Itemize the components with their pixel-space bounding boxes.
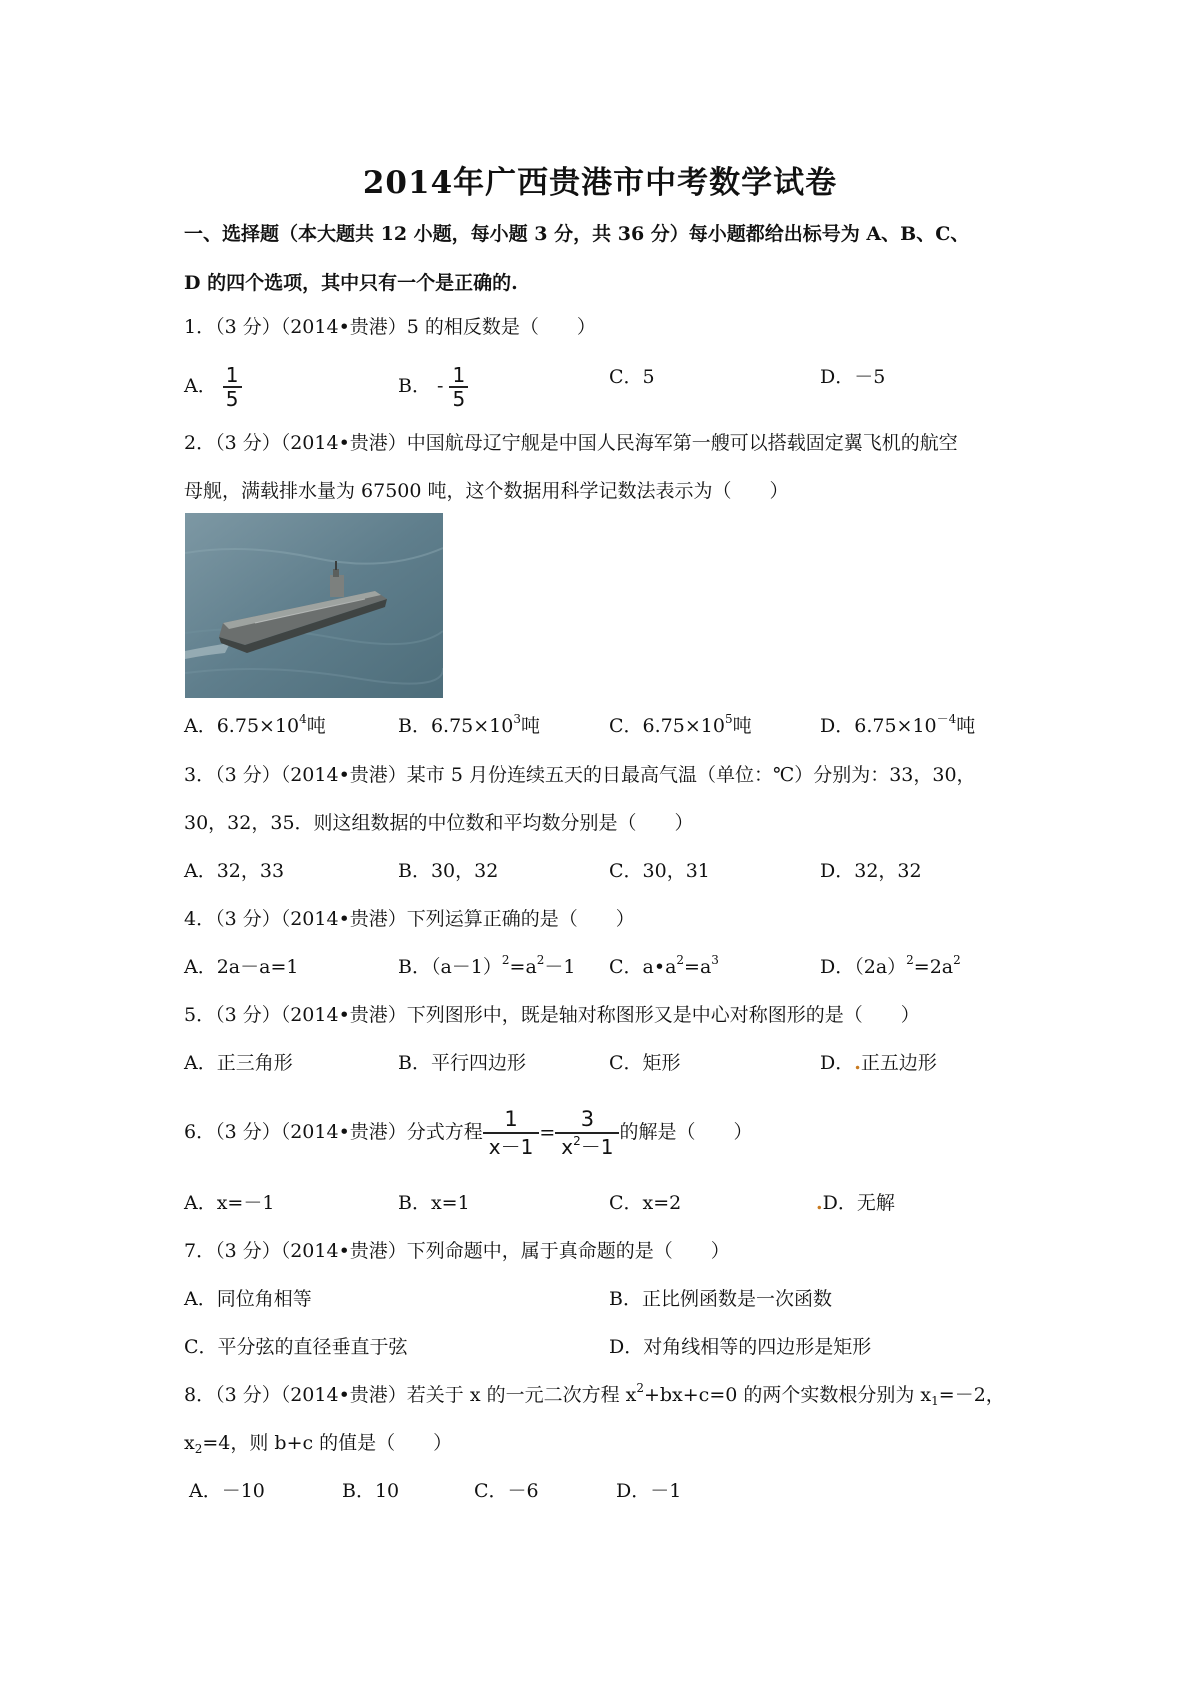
q6-rhs-den-post: －1 [580,1135,614,1159]
q6-stem-pre: 6．（3 分）（2014•贵港）分式方程 [184,1121,483,1143]
aircraft-carrier-photo [185,513,443,698]
q2-b-base: B．6.75×10 [398,715,514,737]
q1-a-denominator: 5 [225,387,239,411]
q8-option-a: A．－10 [189,1480,265,1502]
q4-b-part3: －1 [544,956,576,978]
q8-option-c: C．－6 [474,1480,539,1502]
q8-stem1-pre: 8．（3 分）（2014•贵港）若关于 x 的一元二次方程 x [184,1384,637,1406]
q4-c-exp1: 2 [676,953,685,967]
q8-stem2-pre: x [184,1432,195,1454]
q3-stem-line2: 30，32，35．则这组数据的中位数和平均数分别是（ ） [184,812,694,834]
q6-rhs-numerator: 3 [555,1106,619,1134]
q1-b-numerator: 1 [449,364,468,388]
q3-option-d: D．32，32 [820,860,922,882]
q5-option-c: C．矩形 [609,1052,681,1074]
q8-stem1-exp: 2 [636,1381,644,1395]
q4-d-exp1: 2 [906,953,914,967]
q2-a-base: A．6.75×10 [184,715,300,737]
q2-option-c [609,713,752,739]
q7-stem: 7．（3 分）（2014•贵港）下列命题中，属于真命题的是（ ） [184,1240,730,1262]
q4-b-part2: =a [509,956,537,978]
q8-stem1-mid: +bx+c=0 的两个实数根分别为 x [643,1384,932,1406]
q6-equals: = [539,1121,556,1144]
q6-d-text: D．无解 [822,1192,895,1214]
q3-option-c: C．30，31 [609,860,710,882]
q4-d-exp2: 2 [953,953,961,967]
q4-d-part1: D．（2a） [820,956,907,978]
q1-option-a [184,364,242,410]
q2-a-exponent: 4 [299,712,307,726]
q6-option-b: B．x=1 [398,1192,470,1214]
q1-stem: 1．（3 分）（2014•贵港）5 的相反数是（ ） [184,316,596,338]
q2-d-base: D．6.75×10 [820,715,937,737]
q6-option-c: C．x=2 [609,1192,682,1214]
q6-rhs-denominator [555,1134,619,1160]
q6-rhs-fraction [555,1106,619,1160]
q4-c-part1: C．a•a [609,956,677,978]
q8-stem2-sub: 2 [194,1442,203,1456]
q3-stem-line1: 3．（3 分）（2014•贵港）某市 5 月份连续五天的日最高气温（单位：℃）分别为：33，30， [184,764,976,786]
q4-c-exp2: 3 [711,953,719,967]
q1-b-sign: - [437,375,444,397]
q1-a-label: A． [184,375,217,397]
q8-option-b: B．10 [342,1480,400,1502]
q7-option-c: C．平分弦的直径垂直于弦 [184,1336,408,1358]
q6-equation [483,1106,620,1160]
q4-b-exp2: 2 [536,953,545,967]
q8-stem-line2 [184,1430,452,1456]
q4-d-part2: =2a [913,956,954,978]
page-title: 2014年广西贵港市中考数学试卷 [362,165,838,201]
q6-lhs-fraction [483,1106,540,1160]
q4-b-part1: B．（a－1） [398,956,502,978]
q1-option-b [398,364,468,410]
q6-option-d [816,1190,895,1216]
stray-mark: . [816,1192,823,1214]
q2-b-unit: 吨 [521,715,541,737]
q1-option-d: D．－5 [820,366,886,388]
q4-option-d [820,954,961,980]
q6-stem [184,1106,753,1160]
section-instruction-line1: 一、选择题（本大题共 12 小题，每小题 3 分，共 36 分）每小题都给出标号为 A、B、C、 [184,223,970,245]
q6-option-a: A．x=－1 [184,1192,275,1214]
q4-b-exp1: 2 [501,953,510,967]
q2-d-unit: 吨 [956,715,976,737]
q4-option-c [609,954,719,980]
q2-option-b [398,713,540,739]
q8-stem-line1 [184,1382,1005,1408]
q5-option-b: B．平行四边形 [398,1052,526,1074]
q2-a-unit: 吨 [306,715,326,737]
q1-a-fraction [223,364,242,410]
q2-option-a [184,713,326,739]
q6-rhs-den-base: x [561,1135,574,1159]
q2-d-exponent: －4 [936,712,957,726]
q3-option-a: A．32，33 [184,860,285,882]
q4-option-b [398,954,576,980]
q1-b-fraction [449,364,468,410]
q5-option-a: A．正三角形 [184,1052,293,1074]
q5-d-text: 正五边形 [860,1052,937,1074]
q2-stem-line1: 2．（3 分）（2014•贵港）中国航母辽宁舰是中国人民海军第一艘可以搭载固定翼飞机的航空 [184,432,958,454]
q7-option-a: A．同位角相等 [184,1288,312,1310]
q2-c-unit: 吨 [732,715,752,737]
q7-option-b: B．正比例函数是一次函数 [609,1288,832,1310]
q6-stem-post: 的解是（ ） [619,1121,753,1143]
q8-stem1-sub: 1 [931,1394,939,1408]
q5-stem: 5．（3 分）（2014•贵港）下列图形中，既是轴对称图形又是中心对称图形的是（ ） [184,1004,920,1026]
q6-rhs-den-exp: 2 [573,1134,581,1148]
q2-stem-line2: 母舰，满载排水量为 67500 吨，这个数据用科学记数法表示为（ ） [184,480,789,502]
q7-option-d: D．对角线相等的四边形是矩形 [609,1336,872,1358]
q4-c-part2: =a [684,956,712,978]
section-instruction-line2: D 的四个选项，其中只有一个是正确的. [184,272,518,294]
q8-stem1-post: =－2， [938,1384,1005,1406]
q1-b-denominator: 5 [452,387,466,411]
q8-stem2-post: =4，则 b+c 的值是（ ） [202,1432,453,1454]
q6-lhs-numerator: 1 [483,1106,540,1134]
q5-option-d [820,1050,937,1076]
q8-option-d: D．－1 [616,1480,682,1502]
q4-stem: 4．（3 分）（2014•贵港）下列运算正确的是（ ） [184,908,635,930]
q2-c-exponent: 5 [724,712,733,726]
q4-option-a: A．2a－a=1 [184,956,299,978]
q2-b-exponent: 3 [513,712,522,726]
q3-option-b: B．30，32 [398,860,499,882]
q2-c-base: C．6.75×10 [609,715,725,737]
q1-option-c: C．5 [609,366,655,388]
q5-d-label: D． [820,1052,855,1074]
q1-b-label: B． [398,375,431,397]
q1-a-numerator: 1 [223,364,242,388]
q6-lhs-denominator: x－1 [488,1135,534,1159]
q2-option-d [820,713,975,739]
stray-mark: . [854,1052,861,1074]
